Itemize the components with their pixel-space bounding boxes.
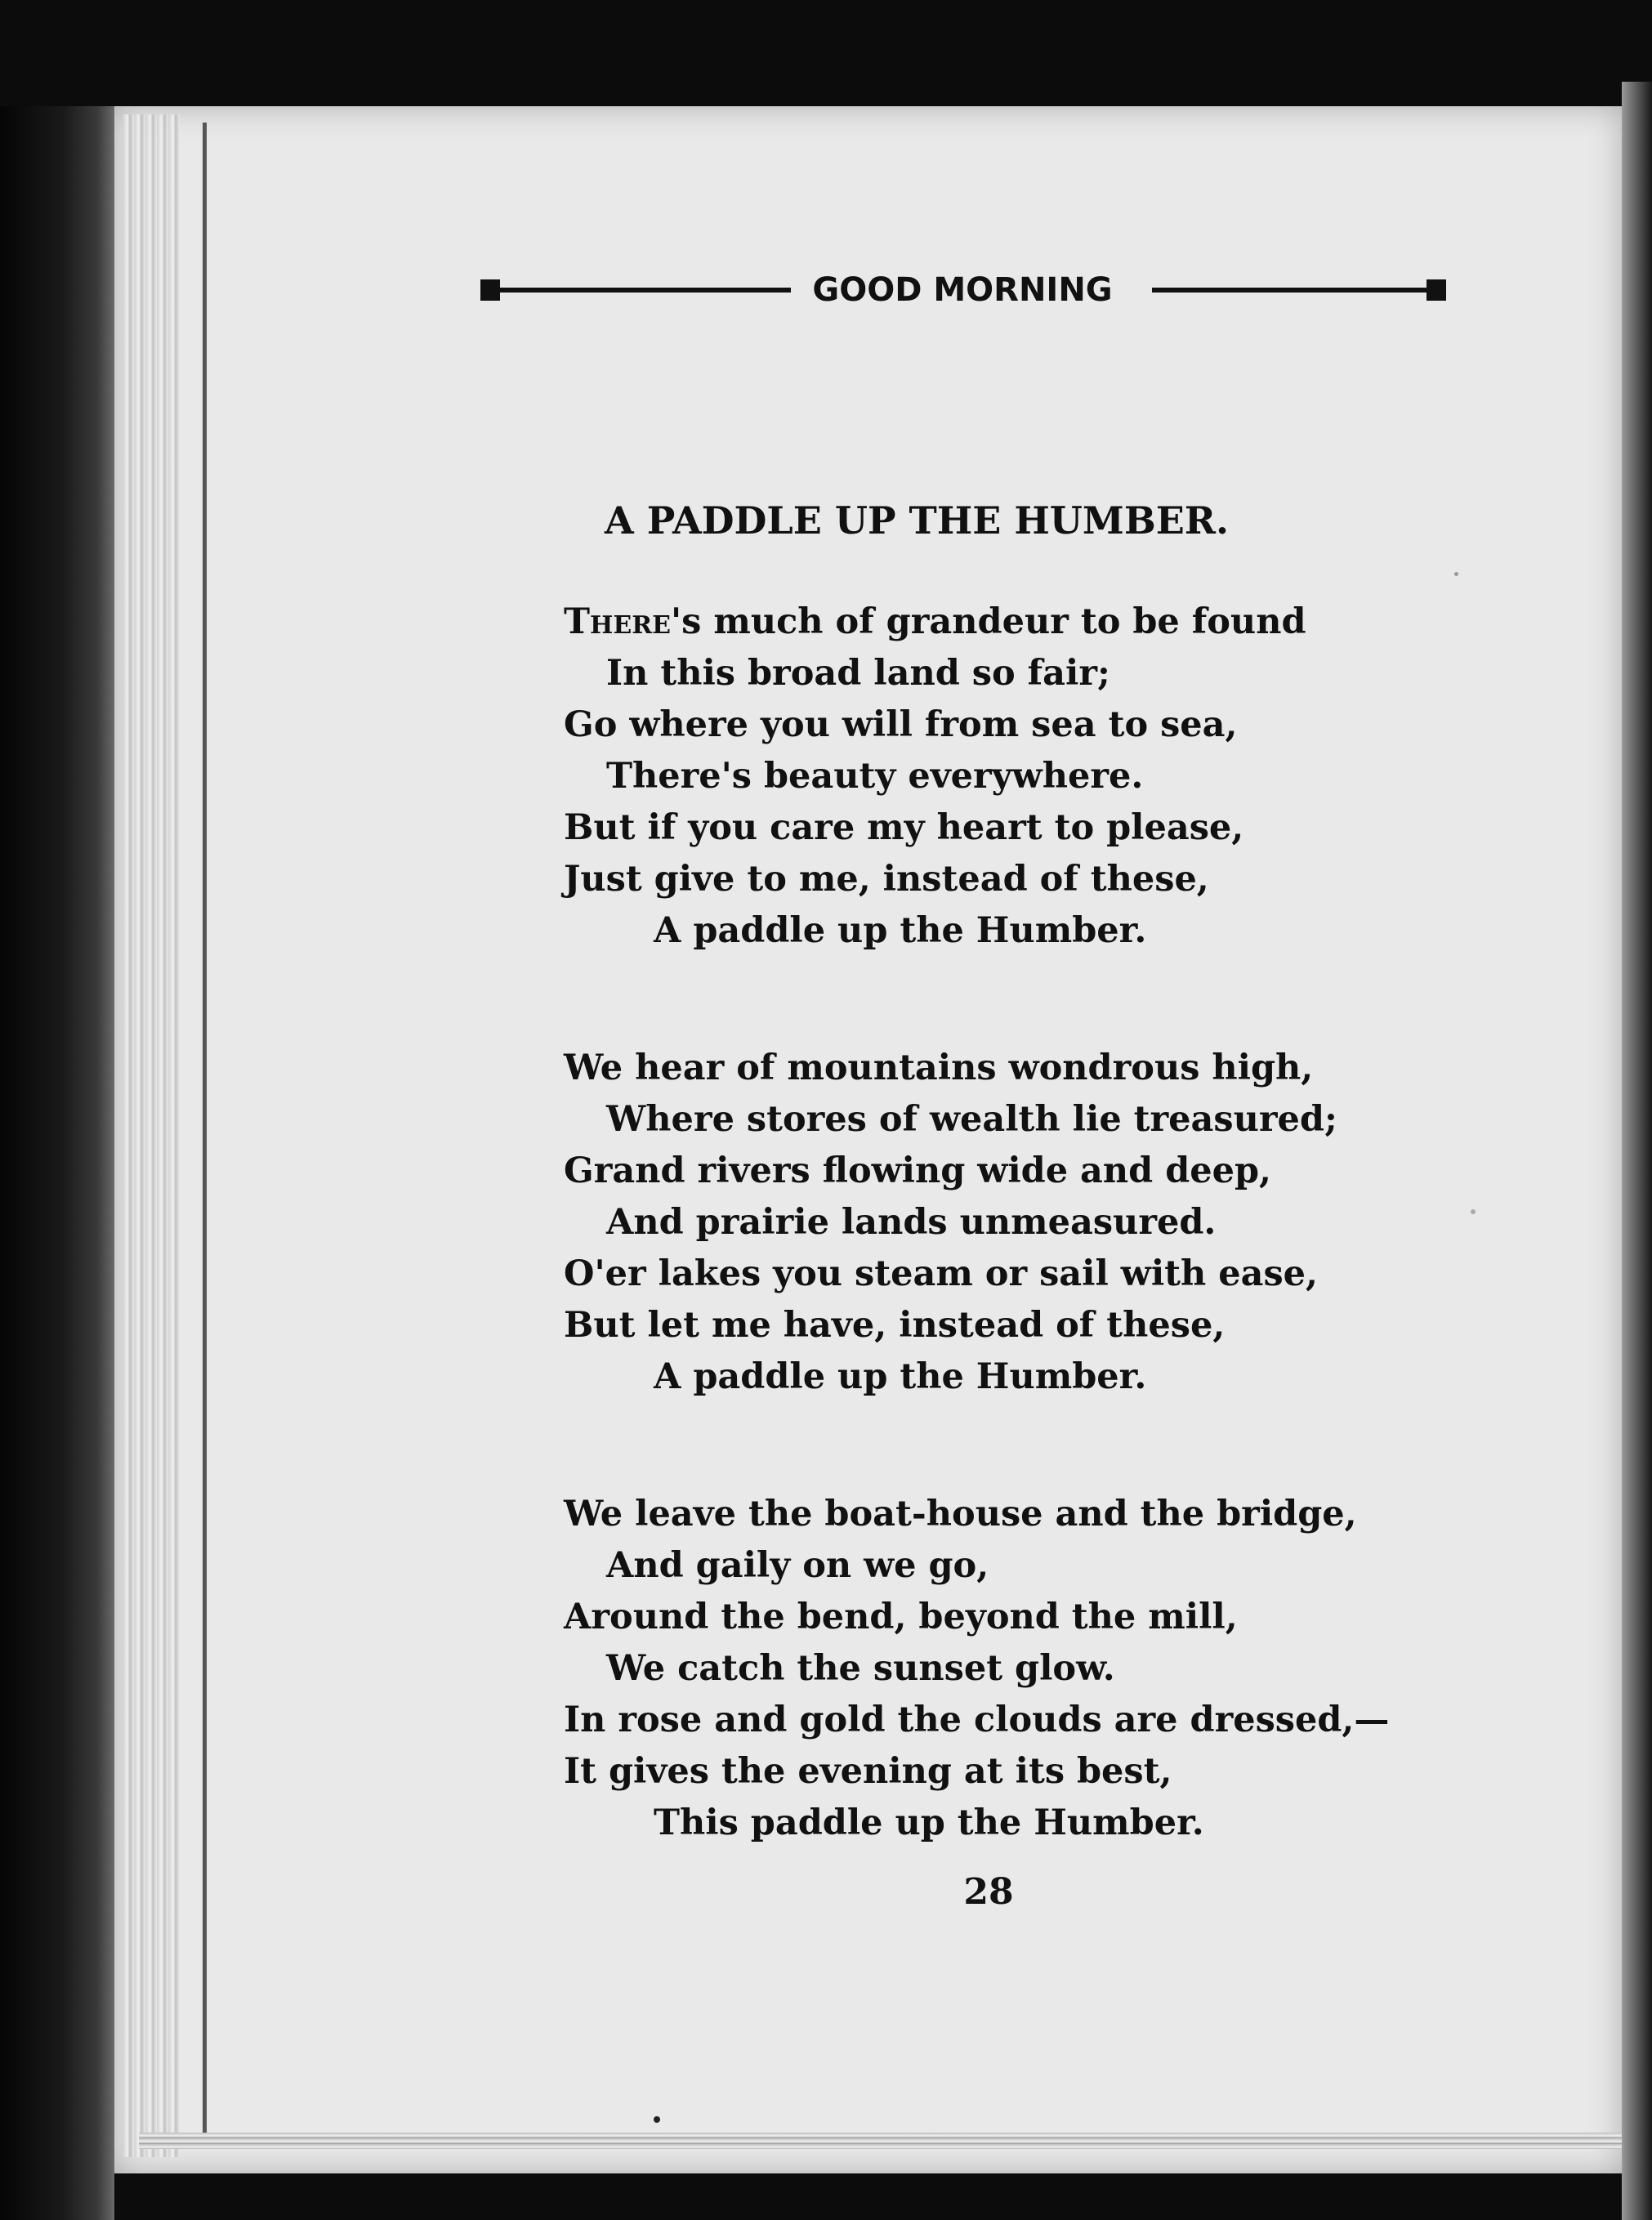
poem-title: A PADDLE UP THE HUMBER. xyxy=(605,498,1230,543)
header-rule-right xyxy=(1152,288,1430,293)
poem-line: We catch the sunset glow. xyxy=(606,1648,1115,1689)
header-ornament-right xyxy=(1427,279,1446,301)
poem-line: We hear of mountains wondrous high, xyxy=(564,1047,1314,1088)
book-spine-shadow xyxy=(0,106,114,2220)
poem-line: Go where you will from sea to sea, xyxy=(564,704,1238,745)
header-rule-left xyxy=(497,288,791,293)
poem-line: Just give to me, instead of these, xyxy=(564,859,1209,900)
right-page-edge xyxy=(1622,82,1652,2220)
poem-refrain: A paddle up the Humber. xyxy=(654,910,1147,951)
page-bottom-edges xyxy=(139,2133,1622,2149)
poem-refrain: This paddle up the Humber. xyxy=(654,1802,1204,1843)
running-title: GOOD MORNING xyxy=(812,271,1113,309)
poem-refrain: A paddle up the Humber. xyxy=(654,1356,1147,1397)
stanza-2 xyxy=(564,1043,1487,1403)
running-header xyxy=(480,270,1446,310)
poem-line: And gaily on we go, xyxy=(606,1545,989,1586)
poem-body xyxy=(564,596,1487,1935)
poem-line: There's beauty everywhere. xyxy=(606,756,1144,797)
poem-line: Around the bend, beyond the mill, xyxy=(564,1597,1238,1637)
stanza-1 xyxy=(564,596,1487,957)
stanza-3 xyxy=(564,1489,1487,1849)
poem-line: Grand rivers flowing wide and deep, xyxy=(564,1150,1272,1191)
page-edges xyxy=(123,114,180,2157)
poem-line: But if you care my heart to please, xyxy=(564,807,1244,848)
page-number: 28 xyxy=(963,1871,1014,1913)
poem-line: It gives the evening at its best, xyxy=(564,1751,1172,1792)
drop-word: There xyxy=(564,601,672,642)
scan-speck xyxy=(654,2116,660,2123)
line-text: 's much of grandeur to be found xyxy=(671,601,1306,642)
poem-line: And prairie lands unmeasured. xyxy=(606,1202,1217,1243)
scan-speck xyxy=(1454,572,1458,576)
scan-speck xyxy=(1471,1209,1476,1214)
poem-line: In this broad land so fair; xyxy=(606,653,1110,694)
poem-line: Where stores of wealth lie treasured; xyxy=(606,1099,1337,1140)
poem-line xyxy=(564,596,1487,648)
poem-line: We leave the boat-house and the bridge, xyxy=(564,1494,1357,1534)
poem-line: O'er lakes you steam or sail with ease, xyxy=(564,1253,1319,1294)
poem-line: But let me have, instead of these, xyxy=(564,1305,1226,1346)
poem-line: In rose and gold the clouds are dressed,— xyxy=(564,1700,1390,1740)
page-border-rule xyxy=(203,123,207,2149)
